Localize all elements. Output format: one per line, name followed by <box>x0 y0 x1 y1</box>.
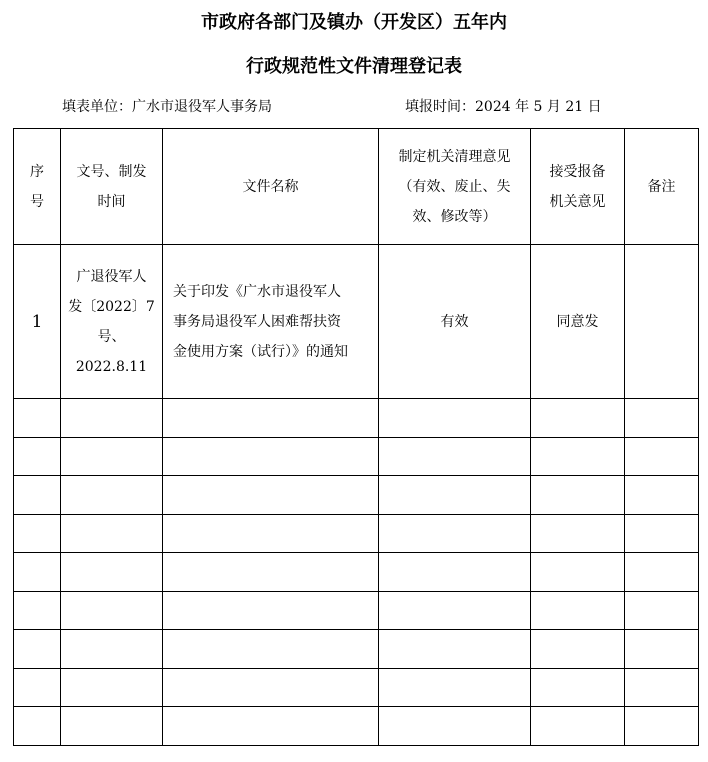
filling-unit: 填表单位：广水市退役军人事务局 <box>62 99 272 115</box>
header-receiver-line2: 机关意见 <box>549 193 606 210</box>
header-seq-line2: 号 <box>30 193 44 210</box>
empty-cell <box>14 591 61 630</box>
header-opinion-line2: （有效、废止、失 <box>398 178 511 195</box>
empty-cell <box>625 630 699 669</box>
empty-rows <box>14 399 699 746</box>
cell-doc-no <box>61 245 163 399</box>
header-doc-name: 文件名称 <box>163 129 379 245</box>
empty-cell <box>379 668 531 707</box>
header-doc-no-line1: 文号、制发 <box>76 163 147 180</box>
cell-doc-no-line2: 发〔2022〕7 <box>68 298 155 315</box>
cell-doc-name-line2: 事务局退役军人困难帮扶资 <box>173 313 341 330</box>
empty-cell <box>379 514 531 553</box>
empty-cell <box>531 707 625 746</box>
header-opinion-line3: 效、修改等） <box>412 208 497 225</box>
empty-cell <box>625 399 699 438</box>
header-seq-line1: 序 <box>30 163 44 180</box>
empty-cell <box>163 591 379 630</box>
empty-cell <box>14 437 61 476</box>
empty-cell <box>163 630 379 669</box>
table-row <box>14 245 699 399</box>
empty-cell <box>379 630 531 669</box>
empty-cell <box>379 476 531 515</box>
empty-cell <box>61 514 163 553</box>
header-opinion-line1: 制定机关清理意见 <box>398 148 511 165</box>
cell-remark <box>625 245 699 399</box>
empty-cell <box>379 553 531 592</box>
empty-cell <box>531 630 625 669</box>
empty-cell <box>531 437 625 476</box>
empty-cell <box>61 668 163 707</box>
empty-cell <box>14 514 61 553</box>
empty-cell <box>14 668 61 707</box>
cell-doc-name <box>163 245 379 399</box>
cell-doc-no-line4: 2022.8.11 <box>75 358 148 375</box>
document-title-line2: 行政规范性文件清理登记表 <box>246 56 462 77</box>
cell-doc-name-line1: 关于印发《广水市退役军人 <box>173 283 341 300</box>
empty-cell <box>61 591 163 630</box>
header-seq <box>14 129 61 245</box>
empty-cell <box>14 707 61 746</box>
empty-cell <box>14 630 61 669</box>
empty-cell <box>163 668 379 707</box>
empty-table-row <box>14 591 699 630</box>
empty-cell <box>625 514 699 553</box>
empty-cell <box>379 591 531 630</box>
empty-cell <box>379 399 531 438</box>
empty-cell <box>61 476 163 515</box>
empty-cell <box>14 476 61 515</box>
empty-cell <box>61 437 163 476</box>
header-doc-no <box>61 129 163 245</box>
empty-cell <box>531 514 625 553</box>
empty-cell <box>379 707 531 746</box>
empty-cell <box>61 553 163 592</box>
header-receiver-line1: 接受报备 <box>549 163 606 180</box>
header-remark: 备注 <box>625 129 699 245</box>
empty-cell <box>61 630 163 669</box>
empty-cell <box>625 476 699 515</box>
empty-table-row <box>14 514 699 553</box>
empty-table-row <box>14 399 699 438</box>
empty-cell <box>61 707 163 746</box>
empty-cell <box>14 399 61 438</box>
cell-opinion: 有效 <box>379 245 531 399</box>
empty-cell <box>163 707 379 746</box>
empty-table-row <box>14 437 699 476</box>
empty-table-row <box>14 553 699 592</box>
empty-table-row <box>14 476 699 515</box>
empty-cell <box>625 437 699 476</box>
empty-cell <box>163 553 379 592</box>
header-row <box>14 129 699 245</box>
empty-cell <box>379 437 531 476</box>
empty-cell <box>163 437 379 476</box>
filling-date: 填报时间：2024 年 5 月 21 日 <box>405 99 602 115</box>
cell-receiver: 同意发 <box>531 245 625 399</box>
cell-doc-name-line3: 金使用方案（试行）》的通知 <box>173 343 348 360</box>
empty-table-row <box>14 707 699 746</box>
empty-cell <box>625 553 699 592</box>
empty-cell <box>625 591 699 630</box>
cell-doc-no-line3: 号、 <box>97 328 126 345</box>
empty-cell <box>531 668 625 707</box>
empty-cell <box>625 668 699 707</box>
empty-cell <box>531 399 625 438</box>
empty-cell <box>531 591 625 630</box>
empty-cell <box>14 553 61 592</box>
document-title-line1: 市政府各部门及镇办（开发区）五年内 <box>201 12 507 33</box>
cell-doc-no-line1: 广退役军人 <box>76 268 147 285</box>
header-opinion <box>379 129 531 245</box>
empty-table-row <box>14 630 699 669</box>
header-receiver <box>531 129 625 245</box>
empty-cell <box>531 553 625 592</box>
empty-cell <box>61 399 163 438</box>
empty-cell <box>625 707 699 746</box>
empty-cell <box>531 476 625 515</box>
empty-cell <box>163 514 379 553</box>
empty-table-row <box>14 668 699 707</box>
cell-seq: 1 <box>14 245 61 399</box>
empty-cell <box>163 476 379 515</box>
empty-cell <box>163 399 379 438</box>
header-doc-no-line2: 时间 <box>97 193 126 210</box>
registration-table <box>13 128 699 746</box>
